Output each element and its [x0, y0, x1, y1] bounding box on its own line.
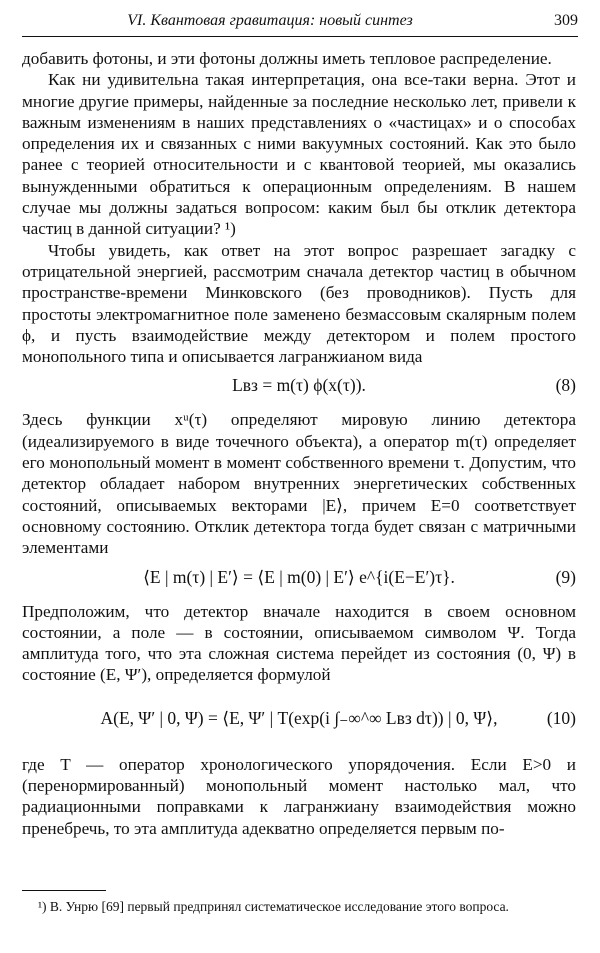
paragraph-1: добавить фотоны, и эти фотоны должны иметь тепловое распределение.: [22, 49, 552, 68]
equation-9: [22, 559, 576, 601]
equation-10-expr: A(E, Ψ′ | 0, Ψ) = ⟨E, Ψ′ | T(exp(i ∫₋∞^∞ Lвз dτ)) | 0, Ψ⟩,: [100, 707, 498, 728]
paragraph-6: где T — оператор хронологического упорядочения. Если E>0 и (перенормированный) монопольный момент настолько мал, что радиационными поправками к лагранжиану взаимодействия можно пренебречь, то эта амплитуда адекватно определяется первым по-: [22, 754, 576, 838]
equation-8-expr: Lвз = m(τ) ϕ(x(τ)).: [232, 375, 366, 396]
main-text: [22, 48, 576, 839]
footnote: [22, 898, 576, 916]
equation-9-number: (9): [555, 566, 576, 587]
paragraph-2: Как ни удивительна такая интерпретация, она все-таки верна. Этот и многие другие примеры, найденные за последние несколько лет, привели к важным изменениям в наших представлениях о «частицах» и о способах определения их и связанных с ними вакуумных состояний. Как это было ранее с теорией относительности и с квантовой теорией, мы оказались вынужденными обратиться к операционным определениям. В нашем случае мы должны задаться вопросом: каким был бы отклик детектора частиц в данной ситуации? ¹): [22, 70, 576, 239]
equation-9-expr: ⟨E | m(τ) | E′⟩ = ⟨E | m(0) | E′⟩ e^{i(E−E′)τ}.: [143, 566, 455, 587]
paragraph-5: Предположим, что детектор вначале находится в своем основном состоянии, а поле — в состоянии, описываемом символом Ψ. Тогда амплитуда того, что эта сложная система перейдет из состояния (0, Ψ) в состояние (E, Ψ′), определяется формулой: [22, 601, 576, 685]
paragraph-4: Здесь функции xᵘ(τ) определяют мировую линию детектора (идеализируемого в виде точечного объекта), а оператор m(τ) определяет его монопольный момент в момент собственного времени τ. Допустим, что детектор обладает набором внутренних энергетических собственных состояний, описываемых векторами |E⟩, причем E=0 соответствует основному состоянию. Отклик детектора тогда будет связан с матричными элементами: [22, 410, 576, 558]
footnote-text: ¹) В. Унрю [69] первый предпринял систематическое исследование этого вопроса.: [38, 899, 509, 914]
equation-10: [22, 686, 576, 754]
equation-10-number: (10): [546, 707, 576, 728]
paragraph-3: Чтобы увидеть, как ответ на этот вопрос разрешает загадку с отрицательной энергией, рассмотрим сначала детектор частиц в обычном пространстве-времени Минковского (без проводников). Пусть для простоты электромагнитное поле заменено безмассовым скалярным полем ϕ, и пусть взаимодействие между детектором и полем простого монопольного типа и описывается лагранжианом вида: [22, 240, 576, 367]
running-header: [22, 10, 578, 37]
equation-8-number: (8): [555, 375, 576, 396]
footnote-divider: [22, 890, 106, 891]
equation-8: [22, 367, 576, 409]
chapter-title: VI. Квантовая гравитация: новый синтез: [127, 12, 413, 29]
page-number: 309: [554, 12, 578, 29]
